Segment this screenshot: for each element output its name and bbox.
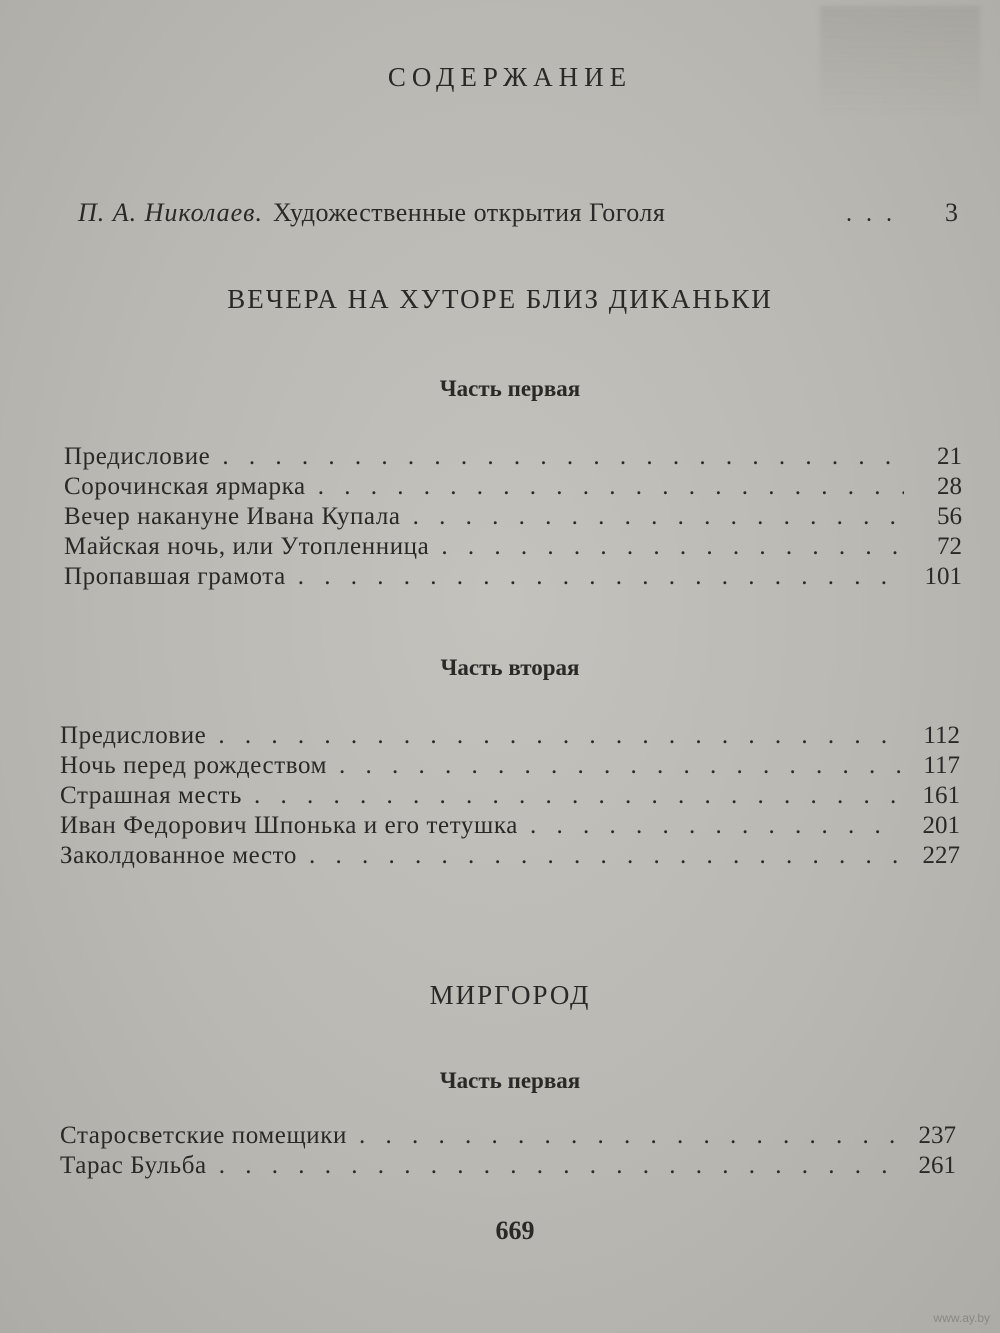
toc-leader-dots (359, 1122, 898, 1150)
toc-entry (64, 563, 962, 593)
toc-leader-dots (309, 842, 902, 870)
site-watermark: www.ay.by (933, 1311, 990, 1325)
toc-leader-dots (218, 722, 902, 750)
toc-entry-page: 227 (922, 842, 960, 869)
toc-list-mirgorod-part-1 (60, 1122, 956, 1182)
toc-entry (60, 1122, 956, 1152)
toc-entry-title: Ночь перед рождеством (60, 752, 328, 779)
toc-entry-title: Пропавшая грамота (64, 563, 286, 590)
toc-entry-page: 101 (924, 563, 962, 590)
toc-leader-dots (413, 503, 904, 531)
intro-author: П. А. Николаев. (78, 198, 263, 227)
toc-leader-dots (441, 533, 904, 561)
toc-entry-title: Тарас Бульба (60, 1152, 207, 1179)
toc-leader-dots (222, 443, 904, 471)
intro-page-number: 3 (945, 198, 958, 227)
toc-entry-page: 237 (918, 1122, 956, 1149)
toc-entry (60, 722, 960, 752)
toc-leader-dots (254, 782, 902, 810)
toc-entry (60, 752, 960, 782)
toc-leader-dots (339, 752, 902, 780)
toc-entry-title: Предисловие (64, 443, 211, 470)
toc-entry-title: Вечер накануне Ивана Купала (64, 503, 401, 530)
toc-entry (64, 443, 962, 473)
show-through-blemish (820, 6, 980, 116)
page-title: СОДЕРЖАНИЕ (387, 62, 633, 92)
section-title-mirgorod: МИРГОРОД (429, 980, 591, 1010)
page-number: 669 (495, 1216, 535, 1245)
toc-entry-page: 201 (922, 812, 960, 839)
part-title-evenings-2: Часть вторая (440, 655, 580, 680)
intro-leader-dots: ... (846, 201, 906, 227)
toc-entry-title: Майская ночь, или Утопленница (64, 533, 430, 560)
toc-entry-page: 21 (937, 443, 962, 470)
toc-entry-title: Предисловие (60, 722, 207, 749)
section-title-evenings: ВЕЧЕРА НА ХУТОРЕ БЛИЗ ДИКАНЬКИ (227, 284, 773, 314)
toc-entry-title: Страшная месть (60, 782, 243, 809)
toc-entry (64, 473, 962, 503)
intro-title: Художественные открытия Гоголя (272, 198, 666, 227)
toc-entry-page: 161 (922, 782, 960, 809)
toc-entry-title: Старосветские помещики (60, 1122, 348, 1149)
toc-leader-dots (318, 473, 904, 501)
toc-list-evenings-part-1 (64, 443, 962, 593)
toc-entry-page: 72 (937, 533, 962, 560)
intro-entry (78, 198, 958, 228)
toc-entry-title: Иван Федорович Шпонька и его тетушка (60, 812, 518, 839)
toc-entry (60, 842, 960, 872)
part-title-mirgorod-1: Часть первая (439, 1068, 581, 1093)
toc-list-evenings-part-2 (60, 722, 960, 872)
toc-entry (64, 533, 962, 563)
toc-leader-dots (298, 563, 904, 591)
toc-leader-dots (530, 812, 902, 840)
toc-entry-title: Сорочинская ярмарка (64, 473, 306, 500)
toc-entry (60, 1152, 956, 1182)
toc-entry-page: 117 (923, 752, 960, 779)
toc-entry-page: 261 (918, 1152, 956, 1179)
toc-leader-dots (219, 1152, 898, 1180)
part-title-evenings-1: Часть первая (439, 376, 581, 401)
toc-entry-page: 56 (937, 503, 962, 530)
toc-entry-title: Заколдованное место (60, 842, 297, 869)
toc-entry (64, 503, 962, 533)
toc-entry-page: 28 (937, 473, 962, 500)
toc-entry (60, 812, 960, 842)
toc-entry (60, 782, 960, 812)
toc-entry-page: 112 (923, 722, 960, 749)
